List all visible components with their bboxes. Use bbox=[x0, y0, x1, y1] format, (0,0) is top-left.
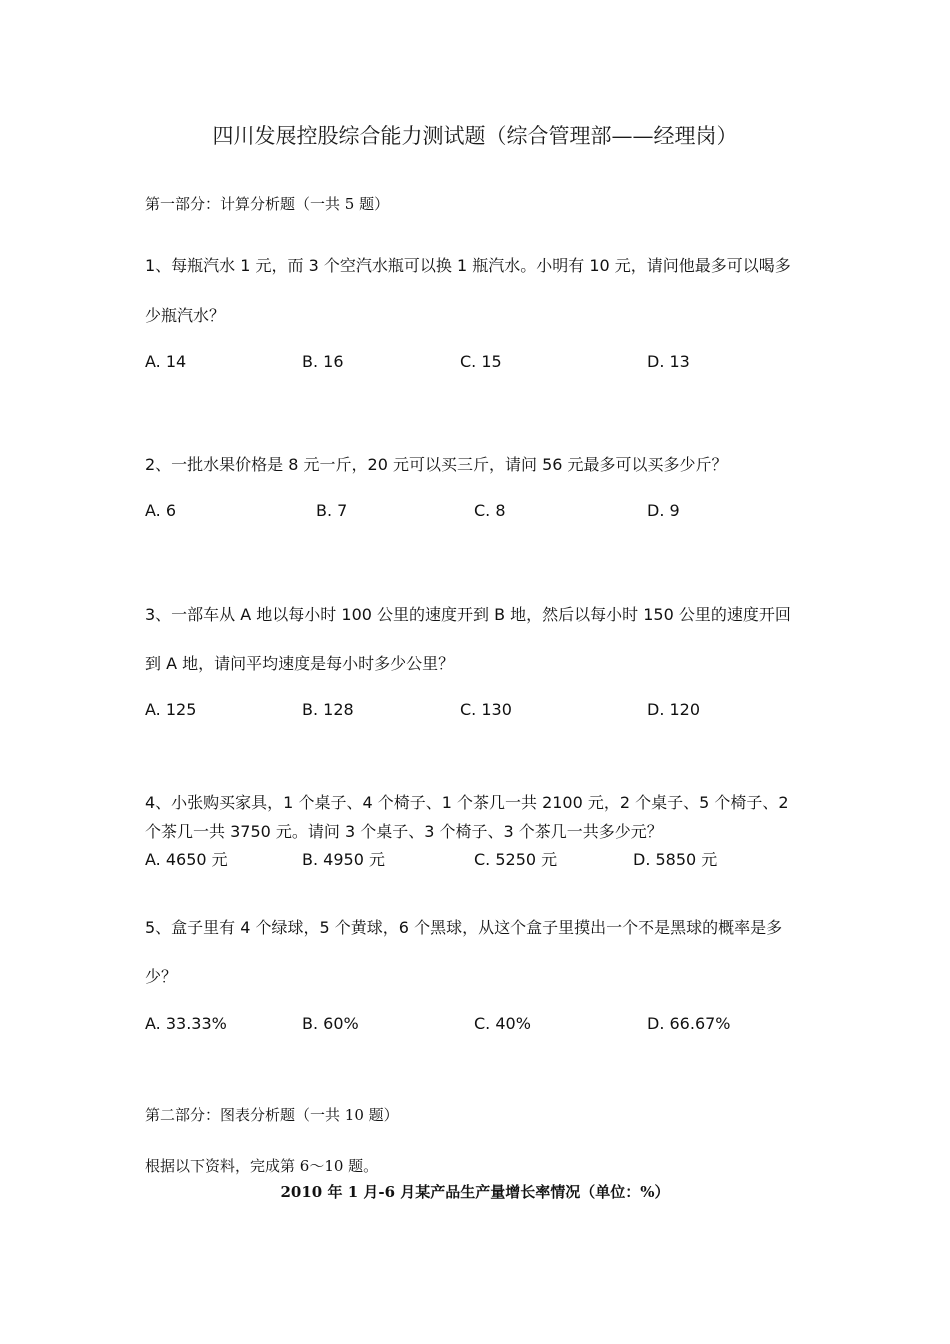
question-1-option-a: A. 14 bbox=[145, 352, 187, 371]
question-4-option-b: B. 4950 元 bbox=[302, 850, 385, 869]
part2-intro: 根据以下资料，完成第 6～10 题。 bbox=[145, 1157, 379, 1175]
question-2-option-d: D. 9 bbox=[647, 501, 680, 520]
question-4-line-1: 4、小张购买家具，1 个桌子、4 个椅子、1 个茶几一共 2100 元，2 个桌子、5 个椅子、2 bbox=[145, 793, 789, 812]
section-heading-part2: 第二部分：图表分析题（一共 10 题） bbox=[145, 1106, 399, 1124]
question-4-option-a: A. 4650 元 bbox=[145, 850, 228, 869]
question-2-option-a: A. 6 bbox=[145, 501, 177, 520]
question-5-option-c: C. 40% bbox=[474, 1014, 531, 1033]
question-2-line-1: 2、一批水果价格是 8 元一斤，20 元可以买三斤，请问 56 元最多可以买多少斤？ bbox=[145, 455, 728, 474]
question-1-option-b: B. 16 bbox=[302, 352, 344, 371]
question-3-option-c: C. 130 bbox=[460, 700, 512, 719]
question-4-option-c: C. 5250 元 bbox=[474, 850, 558, 869]
question-1-option-d: D. 13 bbox=[647, 352, 690, 371]
question-3-line-2: 到 A 地，请问平均速度是每小时多少公里？ bbox=[145, 654, 455, 673]
question-1-line-1: 1、每瓶汽水 1 元，而 3 个空汽水瓶可以换 1 瓶汽水。小明有 10 元，请问他最多可以喝多 bbox=[145, 256, 791, 275]
table-caption: 2010 年 1 月-6 月某产品生产量增长率情况（单位：%） bbox=[280, 1183, 670, 1201]
question-2-option-c: C. 8 bbox=[474, 501, 506, 520]
question-3-line-1: 3、一部车从 A 地以每小时 100 公里的速度开到 B 地，然后以每小时 150 公里的速度开回 bbox=[145, 605, 791, 624]
question-1-option-c: C. 15 bbox=[460, 352, 502, 371]
question-2-option-b: B. 7 bbox=[316, 501, 348, 520]
question-4-option-d: D. 5850 元 bbox=[633, 850, 718, 869]
question-5-option-d: D. 66.67% bbox=[647, 1014, 731, 1033]
question-3-option-d: D. 120 bbox=[647, 700, 701, 719]
question-1-line-2: 少瓶汽水？ bbox=[145, 306, 226, 325]
question-3-option-a: A. 125 bbox=[145, 700, 197, 719]
question-5-line-2: 少？ bbox=[145, 967, 178, 986]
question-3-option-b: B. 128 bbox=[302, 700, 354, 719]
page-title: 四川发展控股综合能力测试题（综合管理部——经理岗） bbox=[212, 124, 738, 148]
question-5-line-1: 5、盒子里有 4 个绿球，5 个黄球，6 个黑球，从这个盒子里摸出一个不是黑球的概率是多 bbox=[145, 918, 783, 937]
question-4-line-2: 个茶几一共 3750 元。请问 3 个桌子、3 个椅子、3 个茶几一共多少元？ bbox=[145, 822, 663, 841]
section-heading-part1: 第一部分：计算分析题（一共 5 题） bbox=[145, 195, 390, 213]
question-5-option-a: A. 33.33% bbox=[145, 1014, 227, 1033]
question-5-option-b: B. 60% bbox=[302, 1014, 359, 1033]
